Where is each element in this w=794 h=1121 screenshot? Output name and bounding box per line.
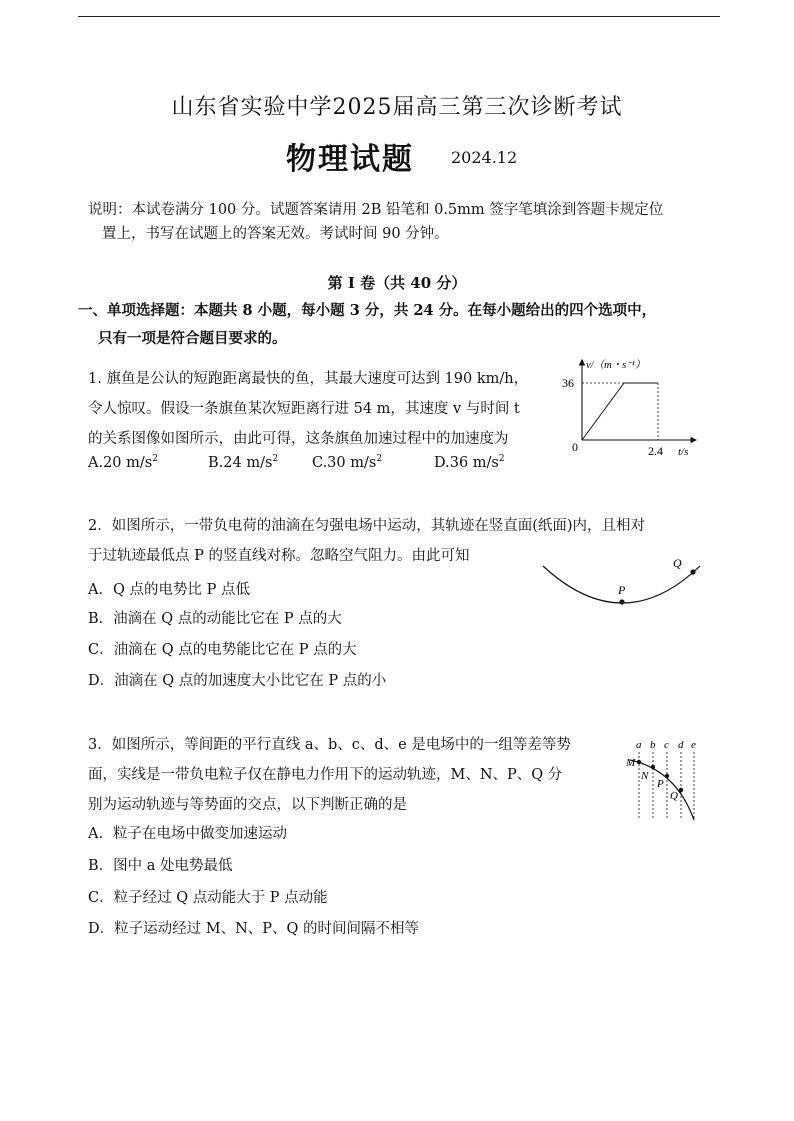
q1-option-c: C.30 $m/s^2$ (312, 454, 383, 471)
q3-point-p (665, 774, 669, 778)
q2-text-line-2: 于过轨迹最低点 P 的竖直线对称。忽略空气阻力。由此可知 (88, 548, 470, 564)
q2-option-d: D．油滴在 Q 点的加速度大小比它在 P 点的小 (88, 673, 387, 689)
top-rule (78, 16, 720, 17)
q3-line-label-a: a (636, 739, 642, 751)
q3-label-n: N (641, 770, 649, 782)
q3-line-label-b: b (650, 739, 656, 751)
q1-graph-x-label: t/s (678, 446, 689, 458)
q1-text-line-2: 令人惊叹。假设一条旗鱼某次短距离行进 54 m，其速度 v 与时间 t (88, 401, 520, 417)
q3-label-q: Q (670, 790, 678, 802)
q1-graph-accel-line (582, 383, 624, 440)
q3-text-line-1: 3．如图所示，等间距的平行直线 a、b、c、d、e 是电场中的一组等差等势 (88, 737, 571, 753)
q1-graph-y-label: v/（m・s⁻¹） (586, 360, 646, 371)
exam-date: 2024.12 (451, 148, 518, 167)
subject-title: 物理试题 (286, 142, 414, 177)
part-title-line-1: 一、单项选择题：本题共 8 小题，每小题 3 分，共 24 分。在每小题给出的四个选项中， (78, 302, 657, 319)
part-title-line-2: 只有一项是符合题目要求的。 (98, 330, 287, 347)
school-title: 山东省实验中学2025届高三第三次诊断考试 (171, 95, 623, 120)
q3-line-label-d: d (678, 739, 684, 751)
q2-trajectory-figure (538, 548, 708, 610)
q3-label-m: M (626, 757, 636, 769)
q2-option-c: C．油滴在 Q 点的电势能比它在 P 点的大 (88, 642, 357, 658)
q2-option-a: A．Q 点的电势比 P 点低 (88, 582, 250, 598)
q1-option-b: B.24 $m/s^2$ (208, 454, 279, 471)
q3-option-c: C．粒子经过 Q 点动能大于 P 点动能 (88, 890, 328, 906)
q3-option-d: D．粒子运动经过 M、N、P、Q 的时间间隔不相等 (88, 921, 420, 937)
q3-point-n (651, 765, 655, 769)
q3-equipotential-figure (624, 734, 704, 824)
q3-label-p: P (657, 778, 664, 790)
q3-text-line-3: 别为运动轨迹与等势面的交点，以下判断正确的是 (88, 797, 407, 813)
q2-label-p: P (618, 583, 626, 597)
q1-text-line-3: 的关系图像如图所示，由此可得，这条旗鱼加速过程中的加速度为 (88, 431, 509, 447)
q3-line-label-e: e (691, 739, 696, 751)
q2-option-b: B．油滴在 Q 点的动能比它在 P 点的大 (88, 611, 342, 627)
instructions-line-1: 说明：本试卷满分 100 分。试题答案请用 2B 铅笔和 0.5mm 签字笔填涂到答题卡规定位 (88, 202, 664, 218)
q1-option-d: D.36 $m/s^2$ (434, 454, 505, 471)
q1-graph-y-tick: 36 (562, 376, 574, 390)
q1-option-a: A.20 $m/s^2$ (88, 454, 158, 471)
q3-line-label-c: c (664, 739, 669, 751)
q1-text-line-1: 1. 旗鱼是公认的短跑距离最快的鱼，其最大速度可达到 190 km/h， (88, 371, 529, 387)
q3-text-line-2: 面，实线是一带负电粒子仅在静电力作用下的运动轨迹，M、N、P、Q 分 (88, 767, 563, 783)
q1-vt-graph (556, 354, 702, 462)
instructions-line-2: 置上，书写在试题上的答案无效。考试时间 90 分钟。 (102, 226, 449, 242)
q1-graph-x-tick: 2.4 (648, 444, 663, 458)
q2-text-line-1: 2．如图所示，一带负电荷的油滴在匀强电场中运动，其轨迹在竖直面(纸面)内，且相对 (88, 518, 646, 534)
q3-option-a: A．粒子在电场中做变加速运动 (88, 826, 287, 842)
q2-point-p (619, 599, 624, 604)
q2-point-q (690, 569, 695, 574)
q3-point-q (679, 788, 683, 792)
q3-trajectory-curve (630, 760, 694, 820)
q3-point-m (637, 760, 641, 764)
q1-graph-origin: 0 (572, 440, 578, 454)
section-heading: 第 I 卷（共 40 分） (327, 274, 467, 292)
q3-option-b: B．图中 a 处电势最低 (88, 858, 233, 874)
q2-label-q: Q (673, 556, 682, 570)
